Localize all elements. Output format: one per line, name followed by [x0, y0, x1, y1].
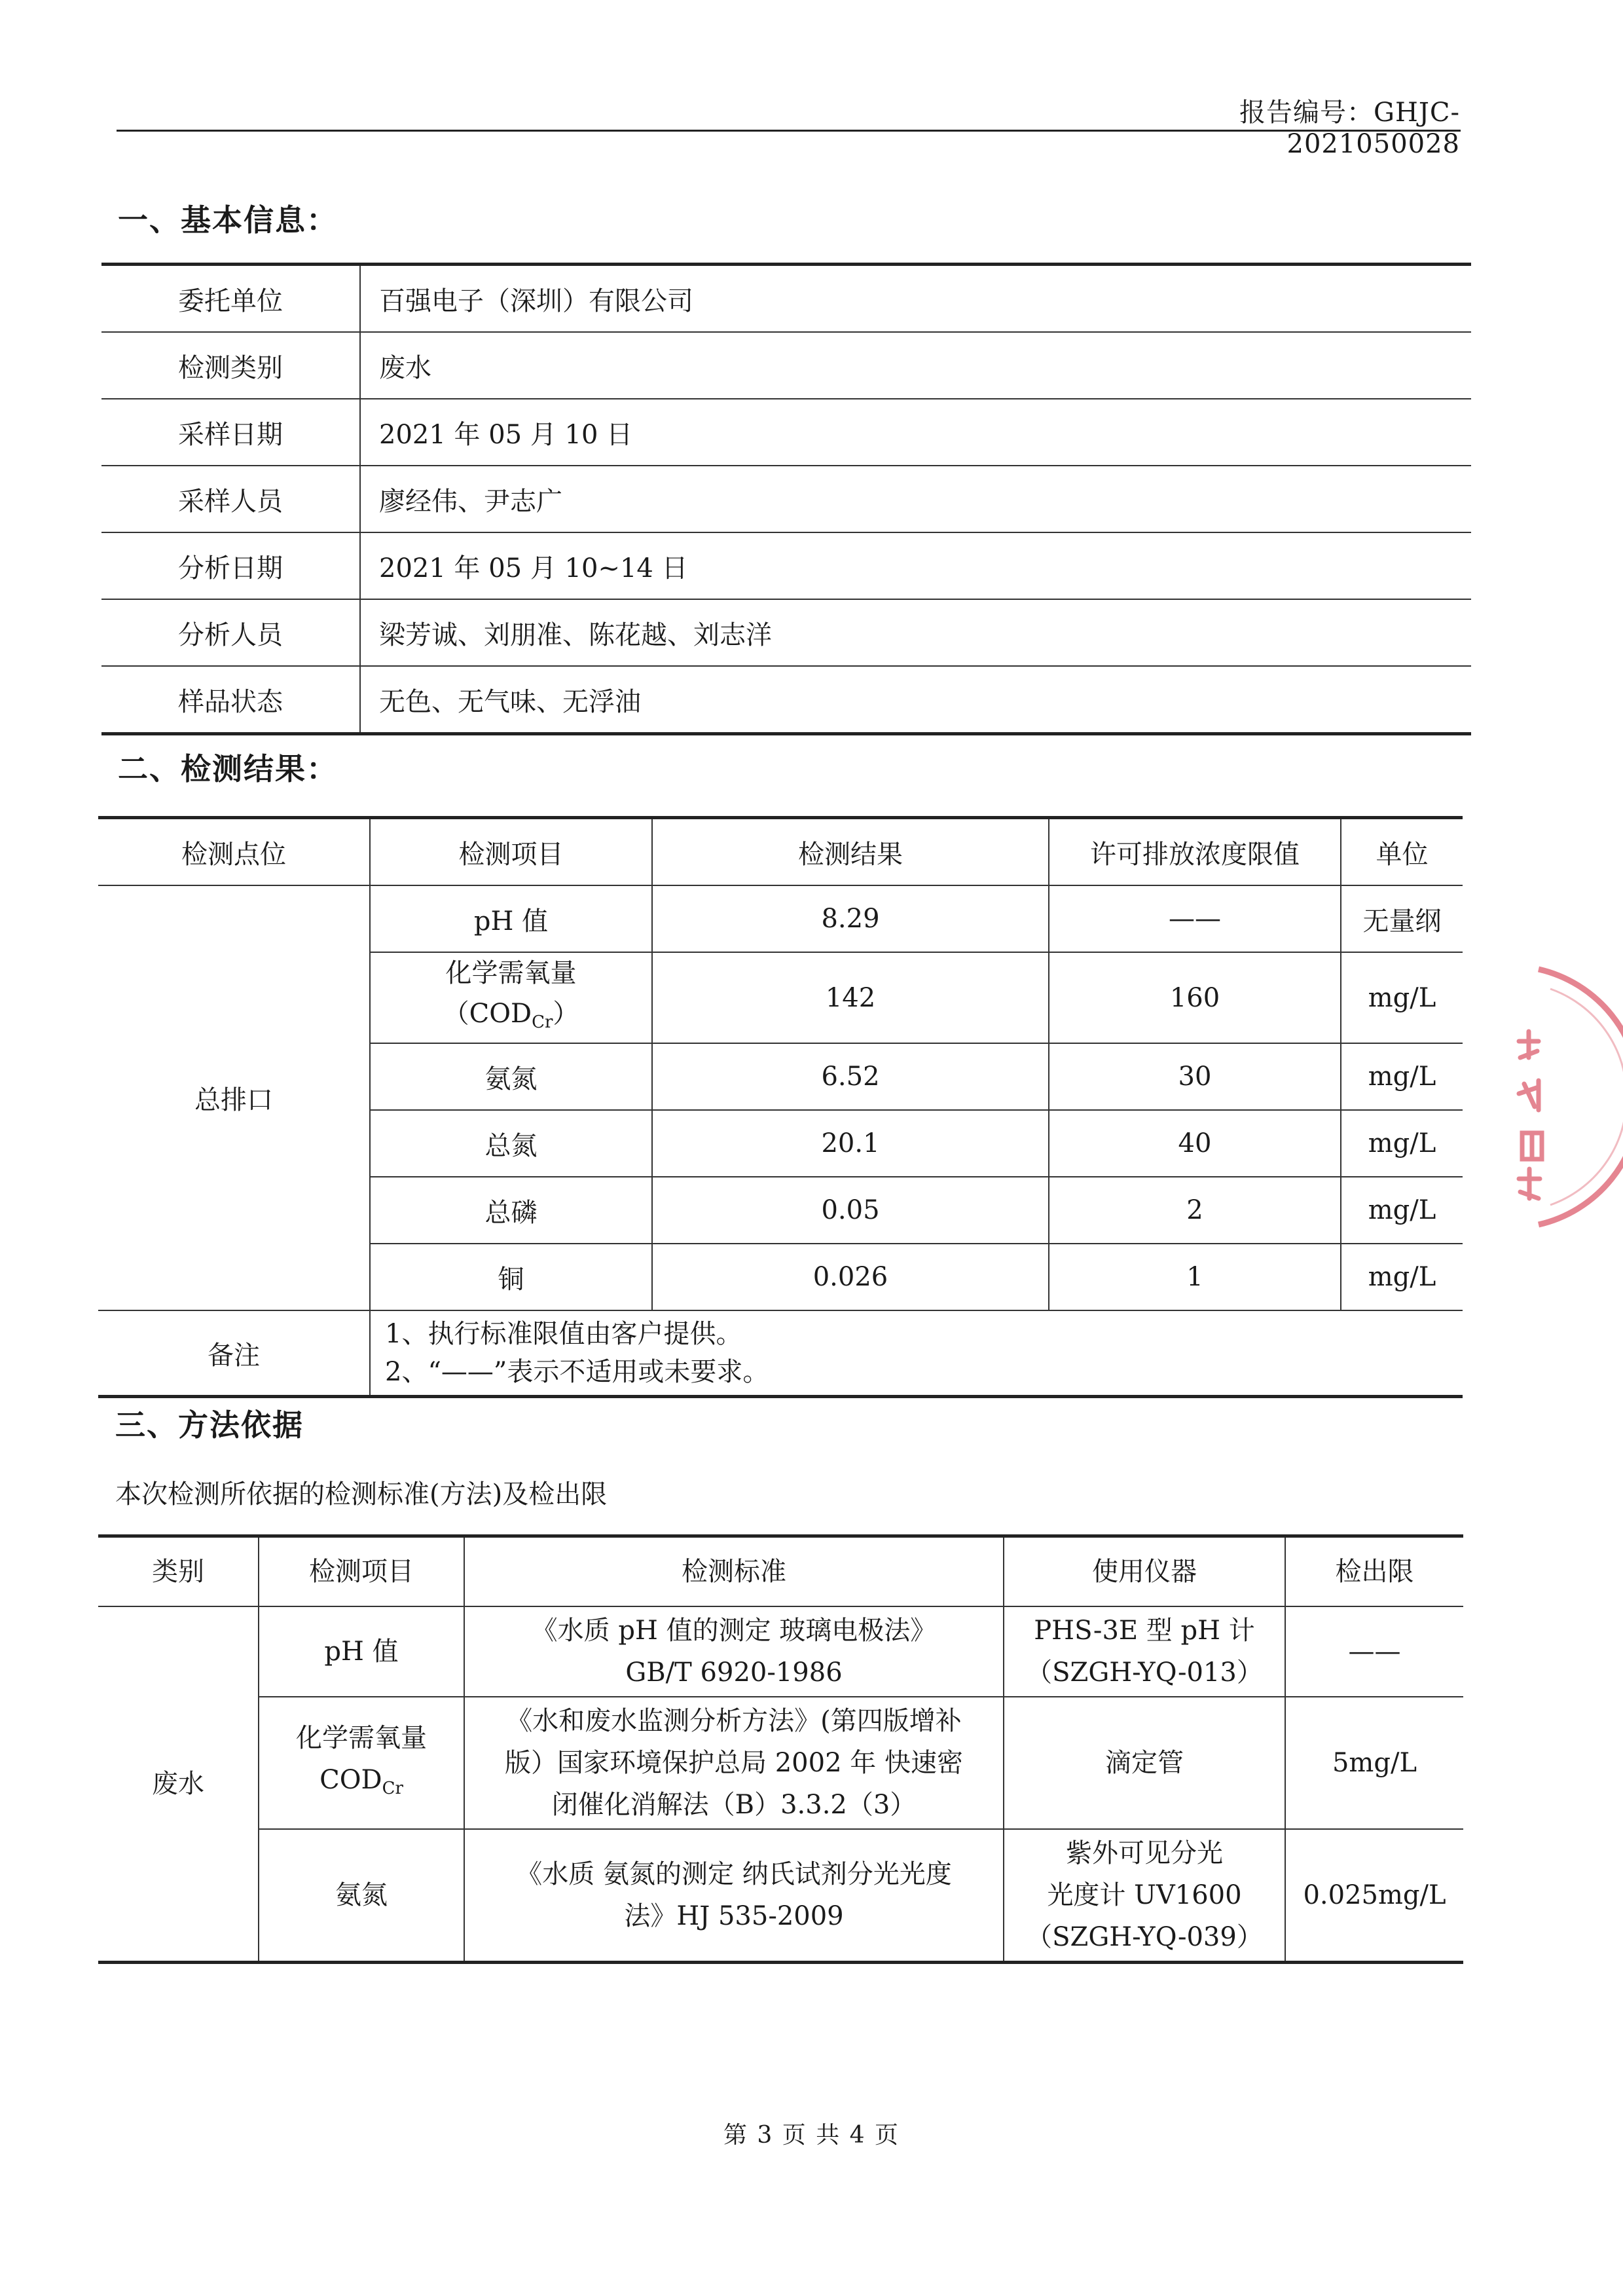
- column-header: 检出限: [1285, 1536, 1463, 1607]
- remarks-label: 备注: [98, 1310, 370, 1397]
- method-detection-limit: 0.025mg/L: [1285, 1829, 1463, 1963]
- basic-info-value: 无色、无气味、无浮油: [379, 686, 641, 717]
- instrument-line: （SZGH-YQ-013）: [1026, 1657, 1263, 1688]
- basic-info-value: 废水: [360, 332, 1471, 399]
- result-item: 总氮: [370, 1110, 652, 1177]
- header-rule: [117, 130, 1461, 132]
- result-item: 氨氮: [370, 1043, 652, 1110]
- basic-info-label: 采样日期: [101, 399, 360, 466]
- basic-info-value: 廖经伟、尹志广: [360, 466, 1471, 532]
- table-row: [101, 265, 1471, 333]
- standard-line: 版）国家环境保护总局 2002 年 快速密: [505, 1748, 963, 1778]
- method-item-name: 化学需氧量: [296, 1722, 427, 1753]
- standard-line: 闭催化消解法（B）3.3.2（3）: [551, 1790, 917, 1820]
- result-item-name: 化学需氧量: [445, 958, 577, 988]
- result-unit: mg/L: [1341, 952, 1463, 1043]
- methods-table: [98, 1534, 1463, 1964]
- abbr-suffix: ）: [553, 999, 579, 1029]
- result-unit: mg/L: [1341, 1177, 1463, 1244]
- section-title-basic-info: 一、基本信息：: [118, 202, 338, 238]
- method-instrument: [1004, 1829, 1285, 1963]
- table-row: [101, 332, 1471, 399]
- column-header: 类别: [98, 1536, 259, 1607]
- result-limit: 160: [1049, 952, 1341, 1043]
- result-item: 总磷: [370, 1177, 652, 1244]
- result-item: [370, 952, 652, 1043]
- method-category: 废水: [98, 1606, 259, 1963]
- instrument-line: 滴定管: [1105, 1748, 1184, 1778]
- method-detection-limit: ——: [1285, 1606, 1463, 1697]
- table-row: [98, 1697, 1463, 1829]
- result-value: 142: [652, 952, 1049, 1043]
- result-value: 0.026: [652, 1244, 1049, 1310]
- table-row: [98, 1606, 1463, 1697]
- basic-info-table: [101, 263, 1471, 735]
- table-row: [101, 666, 1471, 734]
- basic-info-value: 百强电子（深圳）有限公司: [360, 265, 1471, 333]
- results-table: [98, 816, 1463, 1398]
- method-item: [259, 1697, 464, 1829]
- sampling-point: 总排口: [98, 885, 370, 1310]
- table-row: [101, 532, 1471, 599]
- table-row: [98, 885, 1463, 952]
- result-limit: ——: [1049, 885, 1341, 952]
- remarks-row: [98, 1310, 1463, 1397]
- column-header: 检测结果: [652, 818, 1049, 886]
- abbr-prefix: （COD: [443, 999, 532, 1029]
- table-row: [98, 1829, 1463, 1963]
- method-detection-limit: 5mg/L: [1285, 1697, 1463, 1829]
- column-header: 检测标准: [464, 1536, 1004, 1607]
- remark-line: 2、“——”表示不适用或未要求。: [385, 1357, 769, 1387]
- standard-line: 《水质 氨氮的测定 纳氏试剂分光光度: [516, 1859, 952, 1889]
- instrument-line: PHS-3E 型 pH 计: [1034, 1616, 1255, 1646]
- method-instrument: [1004, 1606, 1285, 1697]
- table-row: [101, 599, 1471, 666]
- remarks-content: [370, 1310, 1463, 1397]
- standard-line: 《水和废水监测分析方法》(第四版增补: [506, 1706, 962, 1736]
- column-header: 检测项目: [259, 1536, 464, 1607]
- instrument-line: （SZGH-YQ-039）: [1026, 1922, 1263, 1952]
- column-header: 检测项目: [370, 818, 652, 886]
- abbr-subscript: Cr: [382, 1778, 403, 1798]
- column-header: 许可排放浓度限值: [1049, 818, 1341, 886]
- result-value: 0.05: [652, 1177, 1049, 1244]
- basic-info-label: 委托单位: [101, 265, 360, 333]
- instrument-line: 光度计 UV1600: [1047, 1880, 1242, 1910]
- basic-info-label: 样品状态: [101, 666, 360, 734]
- standard-line: 《水质 pH 值的测定 玻璃电极法》: [531, 1616, 937, 1646]
- basic-info-label: 采样人员: [101, 466, 360, 532]
- method-item-abbr: [270, 1759, 453, 1809]
- remark-line: 1、执行标准限值由客户提供。: [385, 1319, 742, 1349]
- instrument-line: 紫外可见分光: [1066, 1838, 1223, 1868]
- basic-info-value: 梁芳诚、刘朋准、陈花越、刘志洋: [360, 599, 1471, 666]
- abbr-subscript: Cr: [532, 1012, 553, 1032]
- result-unit: mg/L: [1341, 1110, 1463, 1177]
- result-unit: mg/L: [1341, 1043, 1463, 1110]
- result-item-abbr: [378, 993, 644, 1043]
- result-value: 8.29: [652, 885, 1049, 952]
- column-header: 单位: [1341, 818, 1463, 886]
- result-value: 20.1: [652, 1110, 1049, 1177]
- basic-info-label: 分析日期: [101, 532, 360, 599]
- method-intro: 本次检测所依据的检测标准(方法)及检出限: [115, 1479, 608, 1509]
- method-instrument: [1004, 1697, 1285, 1829]
- result-unit: 无量纲: [1341, 885, 1463, 952]
- table-header-row: [98, 818, 1463, 886]
- basic-info-value: 2021 年 05 月 10 日: [360, 399, 1471, 466]
- table-row: [101, 399, 1471, 466]
- basic-info-label: 检测类别: [101, 332, 360, 399]
- table-row: [101, 466, 1471, 532]
- table-header-row: [98, 1536, 1463, 1607]
- result-limit: 30: [1049, 1043, 1341, 1110]
- method-item: 氨氮: [259, 1829, 464, 1963]
- page-number: 第 3 页 共 4 页: [723, 2122, 900, 2149]
- result-limit: 1: [1049, 1244, 1341, 1310]
- method-standard: [464, 1606, 1004, 1697]
- column-header: 使用仪器: [1004, 1536, 1285, 1607]
- result-item: pH 值: [370, 885, 652, 952]
- basic-info-value: 2021 年 05 月 10~14 日: [360, 532, 1471, 599]
- result-item: 铜: [370, 1244, 652, 1310]
- section-title-method: 三、方法依据: [115, 1407, 304, 1443]
- method-standard: [464, 1697, 1004, 1829]
- report-number: 报告编号：GHJC-2021050028: [1239, 98, 1460, 159]
- method-item: pH 值: [259, 1606, 464, 1697]
- standard-line: GB/T 6920-1986: [625, 1657, 843, 1688]
- result-limit: 40: [1049, 1110, 1341, 1177]
- abbr-prefix: COD: [319, 1764, 382, 1795]
- standard-line: 法》HJ 535-2009: [624, 1901, 844, 1931]
- result-limit: 2: [1049, 1177, 1341, 1244]
- result-value: 6.52: [652, 1043, 1049, 1110]
- method-standard: [464, 1829, 1004, 1963]
- column-header: 检测点位: [98, 818, 370, 886]
- result-unit: mg/L: [1341, 1244, 1463, 1310]
- section-title-results: 二、检测结果：: [118, 751, 338, 787]
- red-seal-stamp-icon: [1499, 963, 1623, 1231]
- basic-info-label: 分析人员: [101, 599, 360, 666]
